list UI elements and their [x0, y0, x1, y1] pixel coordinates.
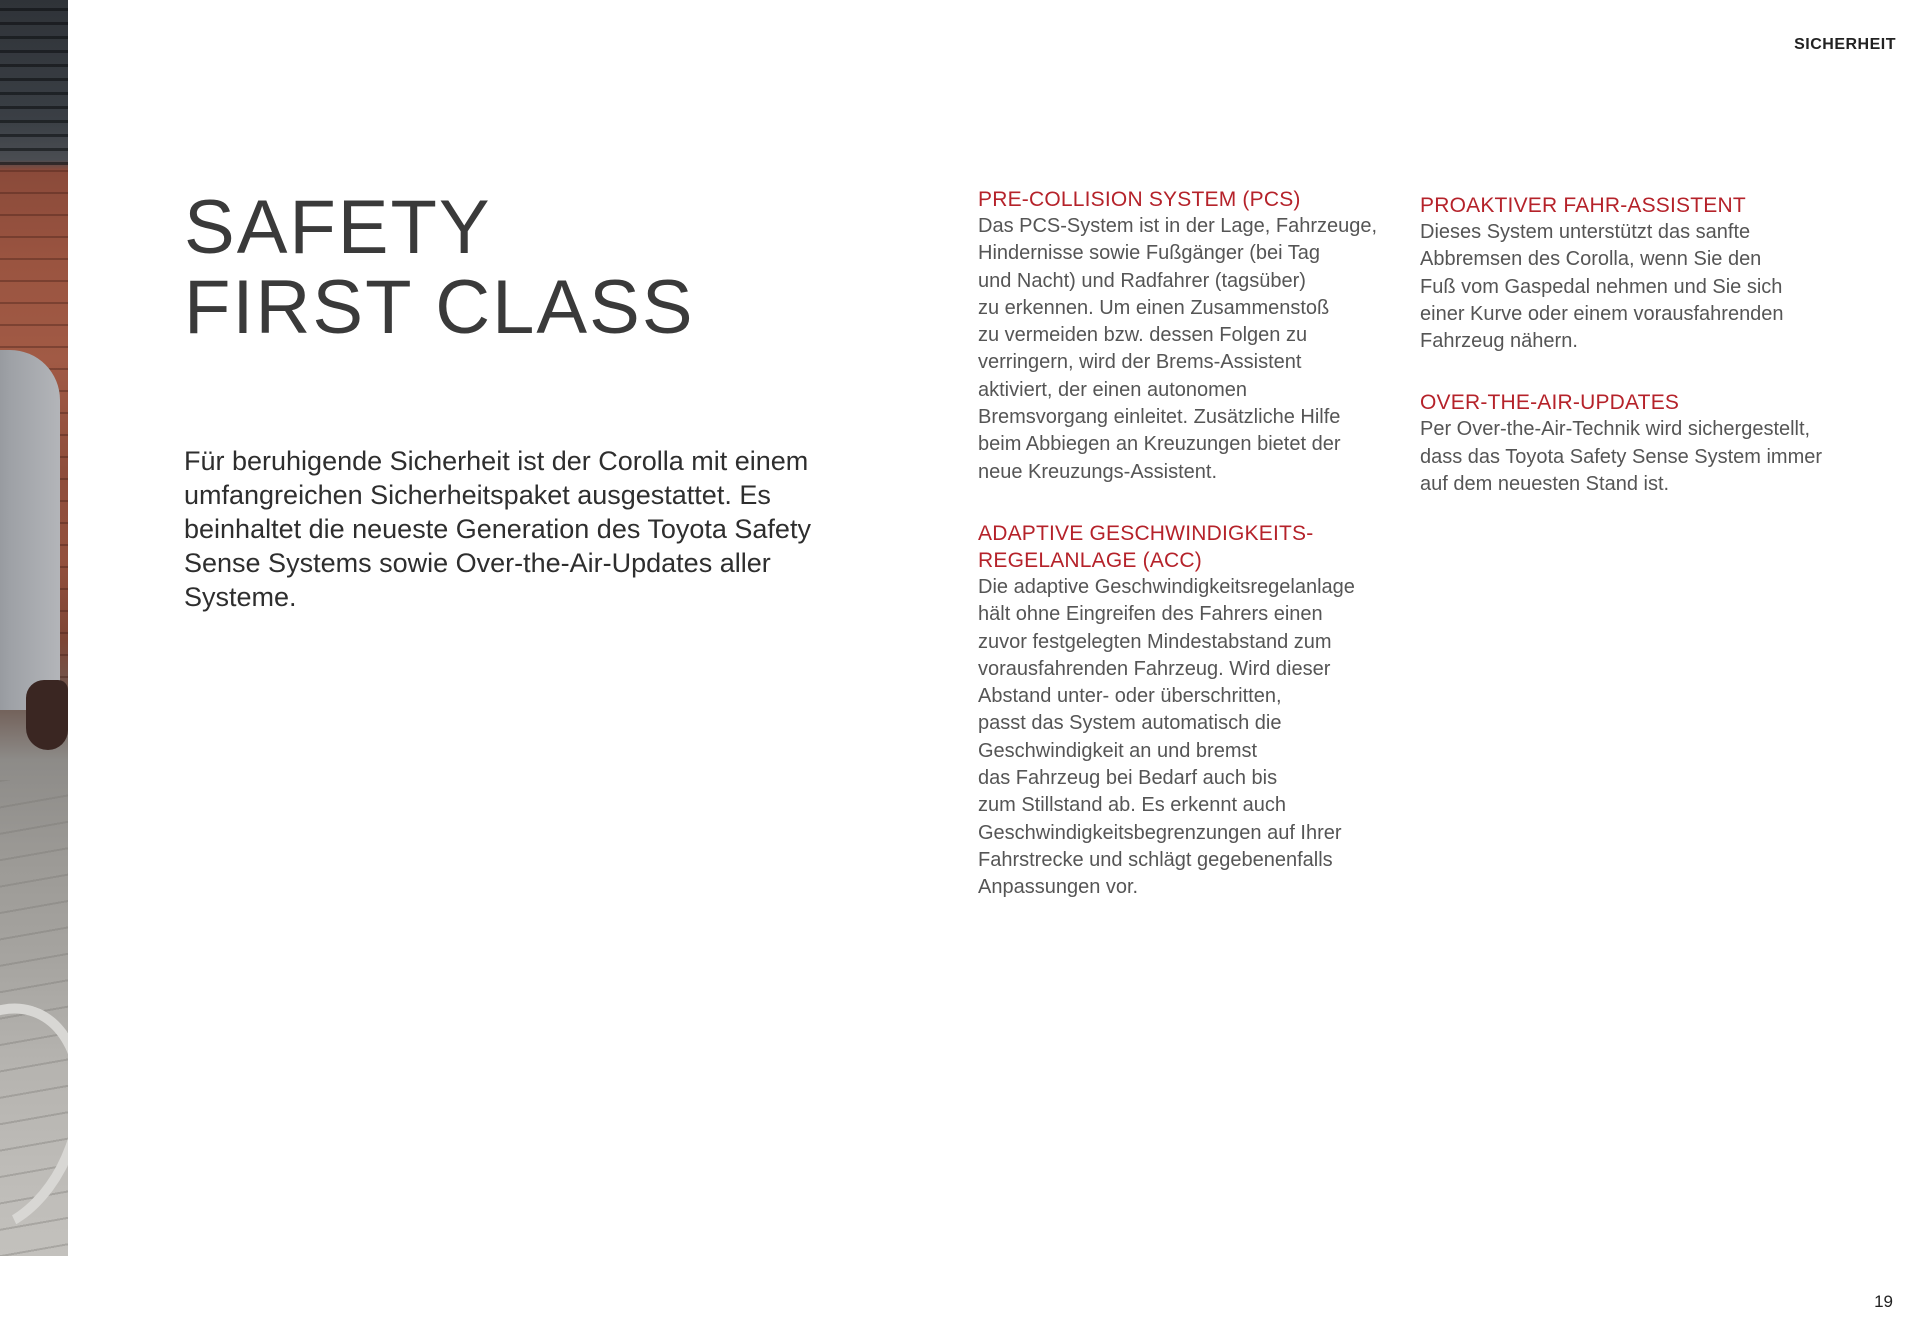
features-column-right [1420, 192, 1844, 532]
feature-title: PRE-COLLISION SYSTEM (PCS) [978, 188, 1301, 211]
person-hand-detail [26, 680, 68, 750]
headline-line-2: FIRST CLASS [184, 265, 695, 350]
feature-text: Per Over-the-Air-Technik wird sichergestellt, dass das Toyota Safety Sense System immer auf dem neuesten Stand ist. [1420, 418, 1823, 496]
feature-title: ADAPTIVE GESCHWINDIGKEITS- REGELANLAGE (ACC) [978, 521, 1314, 572]
intro-paragraph: Für beruhigende Sicherheit ist der Corolla mit einem umfangreichen Sicherheitspaket ausgestattet. Es beinhaltet die neueste Generation des Toyota Safety Sense Systems sowie Over-the-Air-Updates aller Systeme. [184, 446, 811, 612]
feature-title: OVER-THE-AIR-UPDATES [1420, 391, 1680, 415]
features-column-left [978, 186, 1402, 936]
window-blinds-detail [0, 0, 68, 165]
feature-ota-updates [1420, 389, 1844, 498]
headline-line-1: SAFETY [184, 185, 492, 270]
page-headline [184, 185, 695, 350]
feature-pcs [978, 186, 1402, 486]
page-number: 19 [1874, 1292, 1893, 1311]
person-sleeve-detail [0, 350, 60, 710]
feature-text: Das PCS-System ist in der Lage, Fahrzeuge, Hindernisse sowie Fußgänger (bei Tag und Nacht) und Radfahrer (tagsüber) zu erkennen. Um einen Zusammenstoß zu vermeiden bzw. dessen Folgen zu verringern, wird der Brems-Assistent aktiviert, der einen autonomen Bremsvorgang einleitet. Zusätzliche Hilfe beim Abbiegen an Kreuzungen bietet der neue Kreuzungs-Assistent. [978, 215, 1378, 483]
feature-proactive-driving-assist [1420, 192, 1844, 355]
section-label: SICHERHEIT [1794, 36, 1896, 53]
feature-acc [978, 520, 1402, 902]
feature-text: Die adaptive Geschwindigkeitsregelanlage hält ohne Eingreifen des Fahrers einen zuvor festgelegten Mindestabstand zum vorausfahrenden Fahrzeug. Wird dieser Abstand unter- oder überschritten, passt das System automatisch die Geschwindigkeit an und bremst das Fahrzeug bei Bedarf auch bis zum Stillstand ab. Es erkennt auch Geschwindigkeitsbegrenzungen auf Ihrer Fahrstrecke und schlägt gegebenenfalls Anpassungen vor. [978, 575, 1355, 899]
feature-title: PROAKTIVER FAHR-ASSISTENT [1420, 194, 1746, 217]
feature-text: Dieses System unterstützt das sanfte Abbremsen des Corolla, wenn Sie den Fuß vom Gaspedal nehmen und Sie sich einer Kurve oder einem vorausfahrenden Fahrzeug nähern. [1420, 221, 1784, 353]
cover-photo-strip [0, 0, 68, 1256]
